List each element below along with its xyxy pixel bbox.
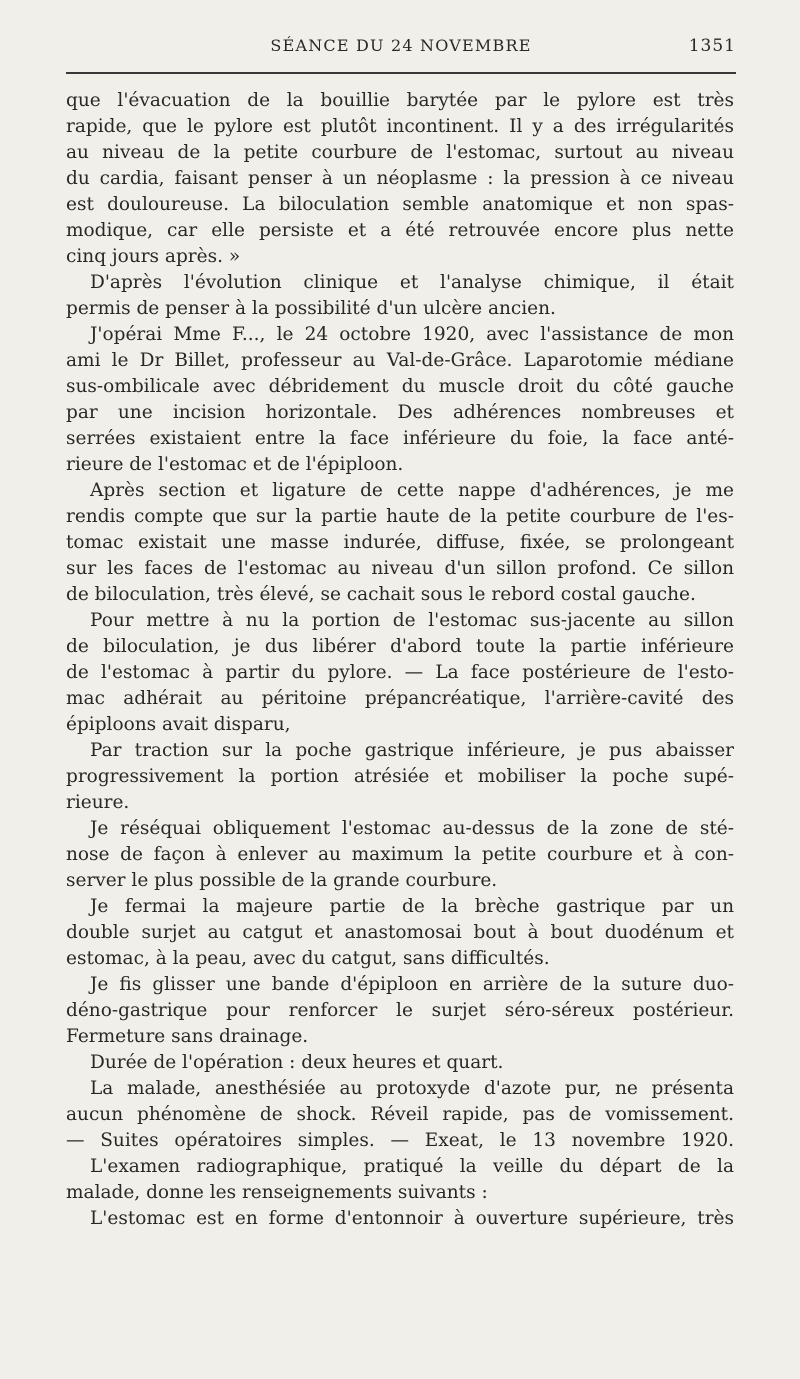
text-line: Je fermai la majeure partie de la brèche gastrique par un: [90, 896, 734, 917]
text-line: Je réséquai obliquement l'estomac au-dessus de la zone de sté-: [90, 818, 734, 839]
text-line: aucun phénomène de shock. Réveil rapide, pas de vomissement.: [66, 1104, 734, 1125]
text-line: au niveau de la petite courbure de l'estomac, surtout au niveau: [66, 142, 734, 163]
text-line: rendis compte que sur la partie haute de la petite courbure de l'es-: [66, 506, 734, 527]
text-line: nose de façon à enlever au maximum la petite courbure et à con-: [66, 844, 734, 865]
page-number: 1351: [688, 36, 736, 56]
text-line: sur les faces de l'estomac au niveau d'un sillon profond. Ce sillon: [66, 558, 734, 579]
text-line: rapide, que le pylore est plutôt incontinent. Il y a des irrégularités: [66, 116, 734, 137]
text-line: que l'évacuation de la bouillie barytée par le pylore est très: [66, 90, 734, 111]
body-text: [66, 88, 734, 1232]
text-line: Pour mettre à nu la portion de l'estomac sus-jacente au sillon: [90, 610, 734, 631]
text-line: tomac existait une masse indurée, diffuse, fixée, se prolongeant: [66, 532, 734, 553]
text-line: du cardia, faisant penser à un néoplasme : la pression à ce niveau: [66, 168, 734, 189]
text-line: Durée de l'opération : deux heures et quart.: [90, 1052, 504, 1073]
text-line: D'après l'évolution clinique et l'analyse chimique, il était: [90, 272, 734, 293]
text-line: server le plus possible de la grande courbure.: [66, 870, 498, 891]
text-line: Je fis glisser une bande d'épiploon en arrière de la suture duo-: [90, 974, 734, 995]
text-line: Fermeture sans drainage.: [66, 1026, 309, 1047]
text-line: sus-ombilicale avec débridement du muscle droit du côté gauche: [66, 376, 734, 397]
text-line: serrées existaient entre la face inférieure du foie, la face anté-: [66, 428, 734, 449]
text-line: modique, car elle persiste et a été retrouvée encore plus nette: [66, 220, 734, 241]
text-line: par une incision horizontale. Des adhérences nombreuses et: [66, 402, 734, 423]
text-line: Par traction sur la poche gastrique inférieure, je pus abaisser: [90, 740, 734, 761]
text-line: — Suites opératoires simples. — Exeat, le 13 novembre 1920.: [66, 1130, 734, 1151]
text-line: Après section et ligature de cette nappe d'adhérences, je me: [90, 480, 734, 501]
header-rule: [66, 72, 736, 74]
text-line: déno-gastrique pour renforcer le surjet séro-séreux postérieur.: [66, 1000, 734, 1021]
text-line: L'examen radiographique, pratiqué la veille du départ de la: [90, 1156, 734, 1177]
running-header: [66, 36, 736, 60]
text-line: rieure de l'estomac et de l'épiploon.: [66, 454, 404, 475]
text-line: épiploons avait disparu,: [66, 714, 291, 735]
text-line: La malade, anesthésiée au protoxyde d'azote pur, ne présenta: [90, 1078, 734, 1099]
text-line: double surjet au catgut et anastomosai bout à bout duodénum et: [66, 922, 734, 943]
text-line: est douloureuse. La biloculation semble anatomique et non spas-: [66, 194, 734, 215]
text-line: cinq jours après. »: [66, 246, 241, 267]
text-line: permis de penser à la possibilité d'un ulcère ancien.: [66, 298, 556, 319]
text-line: J'opérai Mme F..., le 24 octobre 1920, avec l'assistance de mon: [90, 324, 734, 345]
text-line: rieure.: [66, 792, 130, 813]
text-line: L'estomac est en forme d'entonnoir à ouverture supérieure, très: [90, 1208, 734, 1229]
text-line: de biloculation, très élevé, se cachait sous le rebord costal gauche.: [66, 584, 696, 605]
text-line: de l'estomac à partir du pylore. — La face postérieure de l'esto-: [66, 662, 734, 683]
text-line: mac adhérait au péritoine prépancréatique, l'arrière-cavité des: [66, 688, 734, 709]
header-title: SÉANCE DU 24 NOVEMBRE: [270, 36, 532, 55]
text-line: malade, donne les renseignements suivants :: [66, 1182, 488, 1203]
text-line: de biloculation, je dus libérer d'abord toute la partie inférieure: [66, 636, 734, 657]
text-line: ami le Dr Billet, professeur au Val-de-Grâce. Laparotomie médiane: [66, 350, 734, 371]
text-line: estomac, à la peau, avec du catgut, sans difficultés.: [66, 948, 550, 969]
text-line: progressivement la portion atrésiée et mobiliser la poche supé-: [66, 766, 734, 787]
